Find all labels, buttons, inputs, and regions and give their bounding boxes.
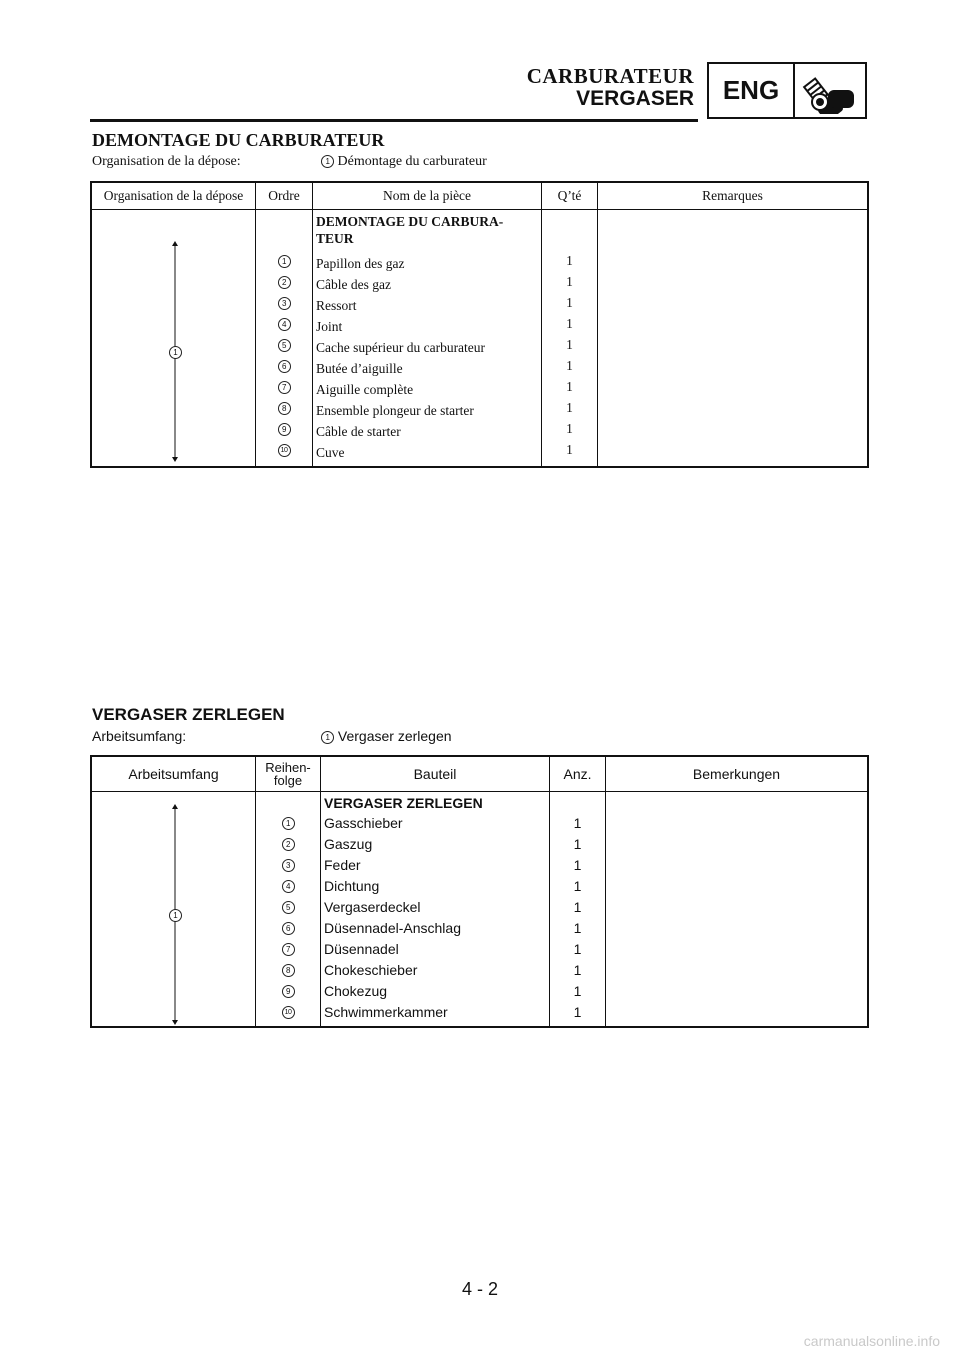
fr-section-title: DEMONTAGE DU CARBURATEUR <box>92 130 385 150</box>
de-col-remarks: Bemerkungen <box>606 756 869 791</box>
de-part-name: Feder <box>324 856 361 873</box>
de-remarks-column <box>606 791 869 1027</box>
watermark: carmanualsonline.info <box>803 1333 940 1349</box>
de-qty-column <box>550 791 606 1027</box>
fr-order-number: 9 <box>278 423 291 436</box>
fr-order-column <box>256 209 313 467</box>
fr-scope-label: Organisation de la dépose: <box>92 154 241 169</box>
fr-part-qty: 1 <box>566 420 573 436</box>
de-col-scope: Arbeitsumfang <box>91 756 256 791</box>
de-part-qty: 1 <box>573 961 582 978</box>
de-group-heading: VERGASER ZERLEGEN <box>324 794 483 811</box>
de-part-qty: 1 <box>573 898 582 915</box>
de-part-column <box>321 791 550 1027</box>
fr-scope-arrow-top <box>172 241 178 246</box>
fr-scope-number: 1 <box>321 155 334 168</box>
fr-remarks-column <box>598 209 869 467</box>
de-order-4 <box>256 876 320 897</box>
fr-part-name: Ressort <box>316 297 357 313</box>
fr-order-4 <box>256 313 312 334</box>
de-order-number: 6 <box>282 922 295 935</box>
fr-order-number: 2 <box>278 276 291 289</box>
fr-group-heading: DEMONTAGE DU CARBURA-TEUR <box>316 213 504 246</box>
fr-order-1 <box>256 250 312 271</box>
fr-part-qty: 1 <box>566 273 573 289</box>
de-order-number: 4 <box>282 880 295 893</box>
de-col-order: Reihen-folge <box>256 756 321 791</box>
fr-order-10 <box>256 439 312 460</box>
de-scope-arrow-top <box>172 804 178 809</box>
fr-part-qty: 1 <box>566 252 573 268</box>
fr-order-number: 8 <box>278 402 291 415</box>
fr-col-part: Nom de la pièce <box>313 182 542 209</box>
de-scope-number: 1 <box>321 731 334 744</box>
fr-scope-marker: 1 <box>169 346 182 359</box>
header-title-french: CARBURATEUR <box>526 64 694 88</box>
de-order-number: 7 <box>282 943 295 956</box>
header-title-german: VERGASER <box>576 87 694 110</box>
fr-part-name: Ensemble plongeur de starter <box>316 402 474 418</box>
fr-scope-line <box>92 154 487 170</box>
de-order-8 <box>256 960 320 981</box>
de-order-number: 8 <box>282 964 295 977</box>
fr-order-number: 7 <box>278 381 291 394</box>
de-scope-arrow-bottom <box>172 1020 178 1025</box>
fr-parts-table <box>90 181 869 468</box>
de-scope-column <box>91 791 256 1027</box>
de-order-6 <box>256 918 320 939</box>
de-col-qty: Anz. <box>550 756 606 791</box>
fr-col-order: Ordre <box>256 182 313 209</box>
de-part-name: Düsennadel-Anschlag <box>324 919 461 936</box>
fr-part-qty: 1 <box>566 336 573 352</box>
fr-order-number: 1 <box>278 255 291 268</box>
fr-part-name: Joint <box>316 318 343 334</box>
de-order-number: 5 <box>282 901 295 914</box>
de-order-3 <box>256 855 320 876</box>
fr-order-9 <box>256 418 312 439</box>
de-order-number: 9 <box>282 985 295 998</box>
fr-part-name: Aiguille complète <box>316 381 414 397</box>
de-order-column <box>256 791 321 1027</box>
fr-part-qty: 1 <box>566 378 573 394</box>
de-order-5 <box>256 897 320 918</box>
de-part-name: Gaszug <box>324 835 373 852</box>
de-scope-text: Vergaser zerlegen <box>337 728 452 744</box>
fr-order-5 <box>256 334 312 355</box>
fr-part-qty: 1 <box>566 294 573 310</box>
fr-scope-text: Démontage du carburateur <box>337 154 487 169</box>
fr-scope-column <box>91 209 256 467</box>
fr-order-6 <box>256 355 312 376</box>
fr-col-scope: Organisation de la dépose <box>91 182 256 209</box>
de-part-qty: 1 <box>573 814 582 831</box>
fr-part-name: Câble de starter <box>316 423 401 439</box>
fr-part-qty: 1 <box>566 399 573 415</box>
fr-order-8 <box>256 397 312 418</box>
fr-qty-column <box>542 209 598 467</box>
fr-order-7 <box>256 376 312 397</box>
fr-col-remarks: Remarques <box>598 182 869 209</box>
de-part-qty: 1 <box>573 856 582 873</box>
fr-part-column <box>313 209 542 467</box>
de-part-qty: 1 <box>573 877 582 894</box>
fr-part-name: Cache supérieur du carburateur <box>316 339 486 355</box>
fr-order-3 <box>256 292 312 313</box>
de-order-number: 3 <box>282 859 295 872</box>
de-order-number: 1 <box>282 817 295 830</box>
fr-part-name: Cuve <box>316 444 345 460</box>
de-order-number: 10 <box>282 1006 295 1019</box>
de-order-10 <box>256 1002 320 1023</box>
fr-order-number: 4 <box>278 318 291 331</box>
de-scope-line <box>92 728 452 744</box>
de-part-name: Vergaserdeckel <box>324 898 421 915</box>
fr-part-name: Butée d’aiguille <box>316 360 403 376</box>
fr-order-number: 5 <box>278 339 291 352</box>
fr-scope-arrow-bottom <box>172 457 178 462</box>
de-part-name: Gasschieber <box>324 814 403 831</box>
de-part-qty: 1 <box>573 940 582 957</box>
de-order-1 <box>256 813 320 834</box>
fr-part-name: Papillon des gaz <box>316 255 405 271</box>
fr-col-qty: Q’té <box>542 182 598 209</box>
de-part-name: Düsennadel <box>324 940 399 957</box>
fr-part-name: Câble des gaz <box>316 276 391 292</box>
de-part-name: Chokezug <box>324 982 388 999</box>
fr-order-2 <box>256 271 312 292</box>
de-scope-marker: 1 <box>169 909 182 922</box>
de-parts-table <box>90 755 869 1028</box>
page-number: 4 - 2 <box>461 1279 499 1299</box>
de-part-name: Dichtung <box>324 877 380 894</box>
de-part-name: Schwimmerkammer <box>324 1003 448 1020</box>
fr-order-number: 6 <box>278 360 291 373</box>
header-rule <box>90 119 698 122</box>
engine-piston-icon <box>795 64 865 117</box>
fr-scope-bracket <box>92 210 255 463</box>
de-section-title: VERGASER ZERLEGEN <box>92 705 285 724</box>
fr-part-qty: 1 <box>566 315 573 331</box>
de-order-number: 2 <box>282 838 295 851</box>
de-order-2 <box>256 834 320 855</box>
de-part-qty: 1 <box>573 835 582 852</box>
de-part-qty: 1 <box>573 982 582 999</box>
de-order-7 <box>256 939 320 960</box>
de-scope-label: Arbeitsumfang: <box>92 728 187 744</box>
fr-order-number: 10 <box>278 444 291 457</box>
de-part-name: Chokeschieber <box>324 961 418 978</box>
fr-part-qty: 1 <box>566 441 573 457</box>
de-part-qty: 1 <box>573 1003 582 1020</box>
de-part-qty: 1 <box>573 919 582 936</box>
section-badge-label: ENG <box>709 64 795 117</box>
fr-order-number: 3 <box>278 297 291 310</box>
section-badge <box>707 62 867 119</box>
de-order-9 <box>256 981 320 1002</box>
de-col-part: Bauteil <box>321 756 550 791</box>
fr-part-qty: 1 <box>566 357 573 373</box>
